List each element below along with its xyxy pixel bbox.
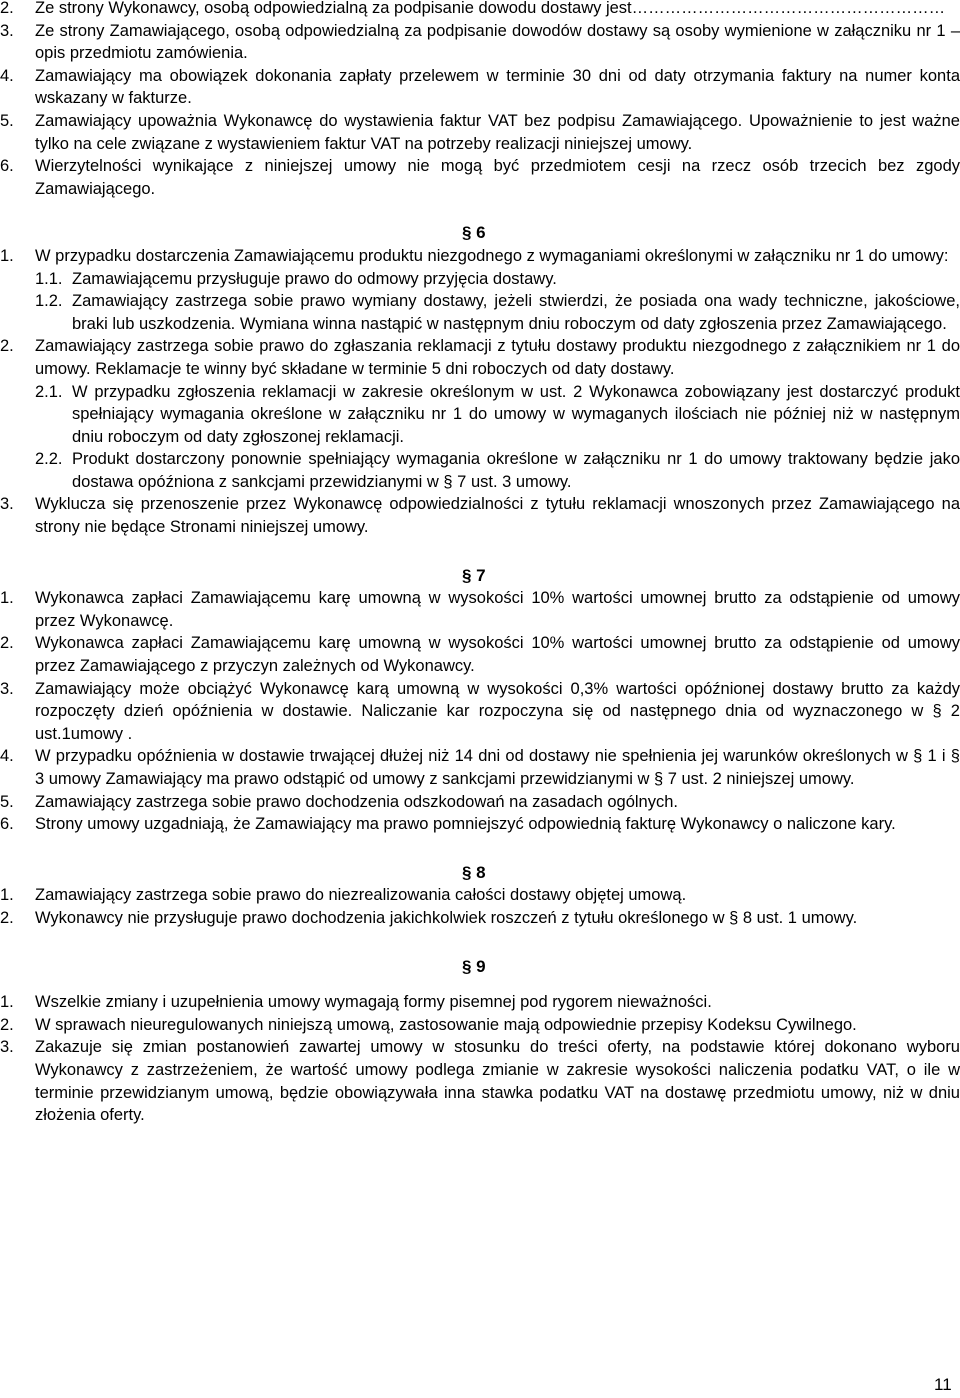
item-text: Zamawiający zastrzega sobie prawo wymiany dostawy, jeżeli stwierdzi, że posiada ona wady techniczne, jakościowe, braki lub uszkodzenia. Wymiana winna nastąpić w następnym dniu roboczym od daty zgłoszenia przez Zamawiającego. — [72, 292, 960, 333]
intro-item-4 — [0, 65, 960, 110]
section-8-heading: § 8 — [462, 862, 486, 882]
intro-item-2 — [0, 0, 960, 20]
item-text: W przypadku zgłoszenia reklamacji w zakresie określonym w ust. 2 Wykonawca zobowiązany jest dostarczyć produkt spełniający wymagania określone w załączniku nr 1 do umowy w wymaganych ilościach nie później niż w następnym dniu roboczym od daty zgłoszonej reklamacji. — [72, 382, 960, 446]
item-number: 2.2. — [35, 450, 63, 469]
item-number: 5. — [0, 111, 14, 130]
item-number: 1. — [0, 589, 14, 608]
item-text: Zamawiający może obciążyć Wykonawcę karą umowną w wysokości 0,3% wartości opóźnionej dostawy brutto za każdy rozpoczęty dzień opóźnienia w dostawie. Naliczanie kar rozpoczyna się od następnego dnia od wyznaczonego w § 2 ust.1umowy . — [35, 679, 960, 743]
intro-item-6 — [0, 155, 960, 200]
page-number: 11 — [934, 1375, 952, 1394]
item-number: 4. — [0, 747, 14, 766]
item-number: 2. — [0, 0, 14, 17]
item-text: Wykonawca zapłaci Zamawiającemu karę umowną w wysokości 10% wartości umownej brutto za odstąpienie od umowy przez Zamawiającego z przyczyn zależnych od Wykonawcy. — [35, 634, 960, 676]
item-number: 6. — [0, 157, 14, 176]
item-number: 3. — [0, 679, 14, 698]
item-text: W przypadku opóźnienia w dostawie trwającej dłużej niż 14 dni od dostawy nie spełnienia jej warunków określonych w § 1 i § 3 umowy Zamawiający ma prawo odstąpić od umowy z sankcjami przewidzianymi w § 7 ust. 2 niniejszej umowy. — [35, 747, 960, 788]
section-7-item-2 — [0, 632, 960, 677]
section-9-item-2 — [0, 1014, 960, 1037]
item-number: 2. — [0, 337, 14, 356]
item-number: 6. — [0, 815, 14, 834]
item-number: 2. — [0, 634, 14, 653]
intro-item-5 — [0, 110, 960, 155]
item-text: Ze strony Zamawiającego, osobą odpowiedzialną za podpisanie dowodów dostawy są osoby wymienione w załączniku nr 1 – opis przedmiotu zamówienia. — [35, 21, 960, 63]
section-6-item-1 — [0, 245, 960, 268]
item-number: 3. — [0, 495, 14, 514]
item-number: 3. — [0, 21, 14, 40]
section-8-item-2 — [0, 907, 960, 930]
item-number: 4. — [0, 66, 14, 85]
item-text: Ze strony Wykonawcy, osobą odpowiedzialną za podpisanie dowodu dostawy jest………………………………………………… — [35, 0, 946, 17]
item-number: 1.1. — [35, 269, 63, 288]
section-9-item-1 — [0, 991, 960, 1014]
item-text: W sprawach nieuregulowanych niniejszą umową, zastosowanie mają odpowiednie przepisy Kodeksu Cywilnego. — [35, 1015, 857, 1034]
item-text: Zakazuje się zmian postanowień zawartej umowy w stosunku do treści oferty, na podstawie której dokonano wyboru Wykonawcy z zastrzeżeniem, że wartość umowy podlega zmianie w zakresie wysokości naliczenia podatku VAT, o ile w terminie przewidzianym umową, będzie obowiązywała inna stawka podatku VAT na dostawę przedmiotu umowy, niż w dniu złożenia oferty. — [35, 1038, 960, 1125]
item-number: 1. — [0, 993, 14, 1012]
section-7-item-6 — [0, 813, 960, 836]
item-number: 5. — [0, 792, 14, 811]
item-text: Produkt dostarczony ponownie spełniający wymagania określone w załączniku nr 1 do umowy traktowany będzie jako dostawa opóźniona z sankcjami przewidzianymi w § 7 ust. 3 umowy. — [72, 450, 960, 491]
item-text: Zamawiający zastrzega sobie prawo do niezrealizowania całości dostawy objętej umową. — [35, 886, 687, 905]
item-text: Zamawiający upoważnia Wykonawcę do wystawienia faktur VAT bez podpisu Zamawiającego. Upoważnienie to jest ważne tylko na cele związane z wystawieniem faktur VAT na potrzeby realizacji niniejszej umowy. — [35, 111, 960, 153]
item-number: 1. — [0, 886, 14, 905]
item-text: Zamawiający zastrzega sobie prawo do zgłaszania reklamacji z tytułu dostawy produktu niezgodnego z załącznikiem nr 1 do umowy. Reklamacje te winny być składane w terminie 5 dni roboczych od daty dostawy. — [35, 337, 960, 378]
section-7-item-1 — [0, 587, 960, 632]
item-text: Zamawiający ma obowiązek dokonania zapłaty przelewem w terminie 30 dni od daty otrzymania faktury na numer konta wskazany w fakturze. — [35, 66, 960, 108]
section-6-item-1-1 — [0, 268, 960, 291]
item-text: Zamawiający zastrzega sobie prawo dochodzenia odszkodowań na zasadach ogólnych. — [35, 792, 678, 811]
section-7-item-4 — [0, 745, 960, 790]
item-text: Strony umowy uzgadniają, że Zamawiający ma prawo pomniejszyć odpowiednią fakturę Wykonawcy o naliczone kary. — [35, 815, 896, 834]
section-6-item-2-2 — [0, 448, 960, 493]
section-8-item-1 — [0, 884, 960, 907]
item-number: 3. — [0, 1038, 14, 1057]
section-6-heading: § 6 — [462, 223, 486, 243]
section-7-item-3 — [0, 678, 960, 746]
item-text: W przypadku dostarczenia Zamawiającemu produktu niezgodnego z wymaganiami określonymi w załączniku nr 1 do umowy: — [35, 246, 949, 265]
section-6-item-3 — [0, 493, 960, 538]
section-6-item-2 — [0, 335, 960, 380]
item-number: 1. — [0, 246, 14, 265]
item-number: 2.1. — [35, 382, 63, 401]
section-7-heading: § 7 — [462, 565, 486, 585]
item-text: Wykonawcy nie przysługuje prawo dochodzenia jakichkolwiek roszczeń z tytułu określonego w § 8 ust. 1 umowy. — [35, 908, 858, 927]
item-text: Zamawiającemu przysługuje prawo do odmowy przyjęcia dostawy. — [72, 269, 557, 288]
item-text: Wszelkie zmiany i uzupełnienia umowy wymagają formy pisemnej pod rygorem nieważności. — [35, 993, 712, 1012]
item-number: 2. — [0, 1015, 14, 1034]
item-text: Wierzytelności wynikające z niniejszej umowy nie mogą być przedmiotem cesji na rzecz osób trzecich bez zgody Zamawiającego. — [35, 157, 960, 198]
section-7-item-5 — [0, 791, 960, 814]
item-number: 2. — [0, 908, 14, 927]
item-text: Wyklucza się przenoszenie przez Wykonawcę odpowiedzialności z tytułu reklamacji wnoszonych przez Zamawiającego na strony nie będące Stronami niniejszej umowy. — [35, 495, 960, 537]
item-text: Wykonawca zapłaci Zamawiającemu karę umowną w wysokości 10% wartości umownej brutto za odstąpienie od umowy przez Wykonawcę. — [35, 589, 960, 630]
intro-item-3 — [0, 20, 960, 65]
section-6-item-1-2 — [0, 290, 960, 335]
section-6-item-2-1 — [0, 381, 960, 449]
section-9-item-3 — [0, 1036, 960, 1126]
section-9-heading: § 9 — [462, 956, 486, 976]
item-number: 1.2. — [35, 292, 63, 311]
